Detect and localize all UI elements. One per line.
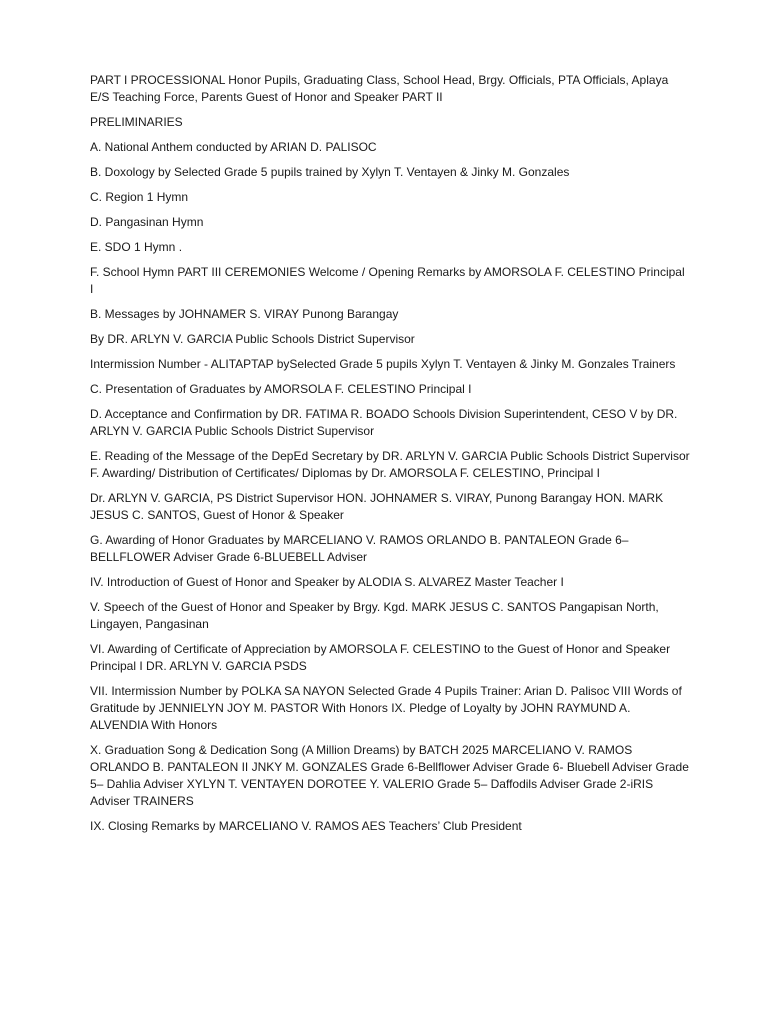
program-item-school-hymn: F. School Hymn PART III CEREMONIES Welcome / Opening Remarks by AMORSOLA F. CELESTINO Principal I: [90, 265, 685, 296]
program-item-messages-supervisor: By DR. ARLYN V. GARCIA Public Schools District Supervisor: [90, 332, 415, 346]
program-item-honor-graduates: G. Awarding of Honor Graduates by MARCELIANO V. RAMOS ORLANDO B. PANTALEON Grade 6– BELLFLOWER Adviser Grade 6-BLUEBELL Adviser: [90, 533, 629, 564]
program-item-sdo-hymn: E. SDO 1 Hymn .: [90, 240, 183, 254]
document-page: [90, 72, 690, 843]
program-item-acceptance: D. Acceptance and Confirmation by DR. FATIMA R. BOADO Schools Division Superintendent, CESO V by DR. ARLYN V. GARCIA Public Schools District Supervisor: [90, 407, 678, 438]
program-item-national-anthem: A. National Anthem conducted by ARIAN D. PALISOC: [90, 140, 377, 154]
program-item-certificate-appreciation: VI. Awarding of Certificate of Appreciation by AMORSOLA F. CELESTINO to the Guest of Honor and Speaker Principal I DR. ARLYN V. GARCIA PSDS: [90, 642, 671, 673]
program-item-messages: B. Messages by JOHNAMER S. VIRAY Punong Barangay: [90, 307, 399, 321]
program-item-intermission-alitaptap: Intermission Number - ALITAPTAP bySelected Grade 5 pupils Xylyn T. Ventayen & Jinky M. Gonzales Trainers: [90, 357, 676, 371]
program-item-presentation: C. Presentation of Graduates by AMORSOLA F. CELESTINO Principal I: [90, 382, 472, 396]
program-item-closing-remarks: IX. Closing Remarks by MARCELIANO V. RAMOS AES Teachers’ Club President: [90, 819, 522, 833]
program-item-intermission-polka: VII. Intermission Number by POLKA SA NAYON Selected Grade 4 Pupils Trainer: Arian D. Palisoc VIII Words of Gratitude by JENNIELYN JOY M. PASTOR With Honors IX. Pledge of Loyalty by JOHN RAYMUND A. ALVENDIA With Honors: [90, 684, 682, 732]
program-paragraph-part-1: PART I PROCESSIONAL Honor Pupils, Graduating Class, School Head, Brgy. Officials, PTA Officials, Aplaya E/S Teaching Force, Parents Guest of Honor and Speaker PART II: [90, 73, 669, 104]
program-item-awarding-officials: Dr. ARLYN V. GARCIA, PS District Supervisor HON. JOHNAMER S. VIRAY, Punong Barangay HON. MARK JESUS C. SANTOS, Guest of Honor & Speaker: [90, 491, 664, 522]
program-item-speech: V. Speech of the Guest of Honor and Speaker by Brgy. Kgd. MARK JESUS C. SANTOS Pangapisan North, Lingayen, Pangasinan: [90, 600, 659, 631]
program-item-region-hymn: C. Region 1 Hymn: [90, 190, 189, 204]
program-item-graduation-song: X. Graduation Song & Dedication Song (A Million Dreams) by BATCH 2025 MARCELIANO V. RAMOS ORLANDO B. PANTALEON II JNKY M. GONZALES Grade 6-Bellflower Adviser Grade 6- Bluebell Adviser Grade 5– Dahlia Adviser XYLYN T. VENTAYEN DOROTEE Y. VALERIO Grade 5– Daffodils Adviser Grade 2-iRIS Adviser TRAINERS: [90, 743, 689, 808]
program-item-introduction: IV. Introduction of Guest of Honor and Speaker by ALODIA S. ALVAREZ Master Teacher I: [90, 575, 564, 589]
program-paragraph-preliminaries: PRELIMINARIES: [90, 115, 183, 129]
program-item-doxology: B. Doxology by Selected Grade 5 pupils trained by Xylyn T. Ventayen & Jinky M. Gonzales: [90, 165, 570, 179]
program-item-reading-message: E. Reading of the Message of the DepEd Secretary by DR. ARLYN V. GARCIA Public Schools District Supervisor F. Awarding/ Distribution of Certificates/ Diplomas by Dr. AMORSOLA F. CELESTINO, Principal I: [90, 449, 690, 480]
program-item-pangasinan-hymn: D. Pangasinan Hymn: [90, 215, 204, 229]
